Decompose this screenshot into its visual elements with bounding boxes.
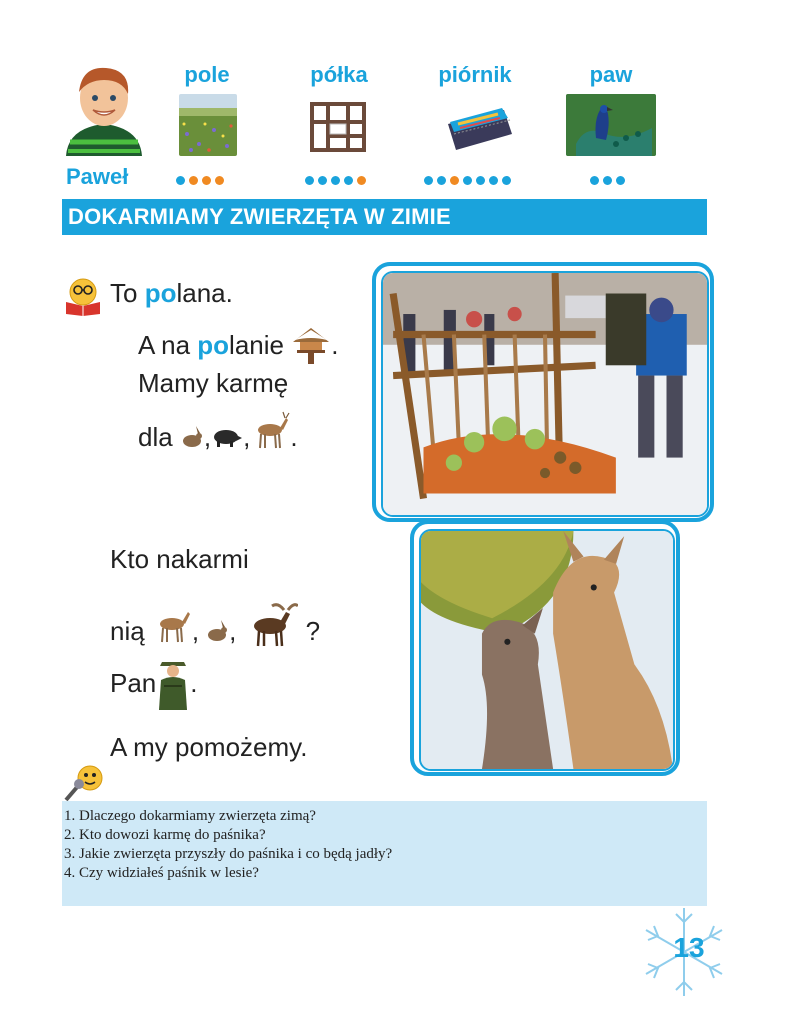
question-2: 2. Kto dowozi karmę do paśnika? [64, 827, 266, 843]
feeder-icon [291, 326, 331, 364]
syllable-dots-polka [305, 176, 366, 185]
questions-box [62, 801, 707, 906]
deer-photo-frame [410, 520, 680, 776]
word-pole: pole [184, 62, 230, 87]
word-paw: paw [589, 62, 633, 87]
reading-line-5: Kto nakarmi [110, 544, 249, 574]
deer-photo [419, 529, 675, 771]
reading-line-3: Mamy karmę [138, 368, 289, 398]
question-4: 4. Czy widziałeś paśnik w lesie? [64, 865, 259, 881]
deer-icon [152, 604, 192, 644]
deer-icon [250, 410, 290, 450]
feeder-photo [381, 271, 709, 517]
word-polka: półka [310, 62, 368, 87]
syllable-dots-paw [590, 176, 625, 185]
section-banner [62, 199, 707, 235]
moose-icon [242, 598, 298, 648]
word-piornik: piórnik [438, 62, 512, 87]
pencil-case-image [440, 94, 516, 156]
question-1: 1. Dlaczego dokarmiamy zwierzęta zimą? [64, 808, 316, 824]
hare-icon [205, 616, 229, 638]
banner-title: DOKARMIAMY ZWIERZĘTA W ZIMIE [68, 204, 451, 229]
field-image [179, 94, 237, 156]
reading-smiley-icon [62, 276, 104, 316]
syllable-dots-piornik [424, 176, 511, 185]
shelf-image [308, 98, 368, 156]
question-3: 3. Jakie zwierzęta przyszły do paśnika i co będą jadły? [64, 846, 393, 862]
reading-line-6: nią , , ? [110, 598, 320, 648]
person-name: Paweł [66, 164, 129, 189]
syllable-dots-pole [176, 176, 224, 185]
feeder-photo-frame [372, 262, 714, 522]
boar-icon [211, 422, 243, 444]
reading-line-4: dla , , . [138, 410, 298, 454]
peacock-image [566, 94, 656, 156]
boy-portrait [64, 62, 144, 156]
reading-line-1: To polana. [110, 278, 233, 308]
reading-line-7: Pan . [110, 656, 198, 710]
hare-icon [180, 422, 204, 444]
microphone-smiley-icon [62, 762, 106, 802]
page-number: 13 [673, 932, 705, 963]
forester-icon [156, 656, 190, 710]
reading-line-2: A na polanie . [138, 326, 338, 364]
reading-line-8: A my pomożemy. [110, 732, 308, 762]
